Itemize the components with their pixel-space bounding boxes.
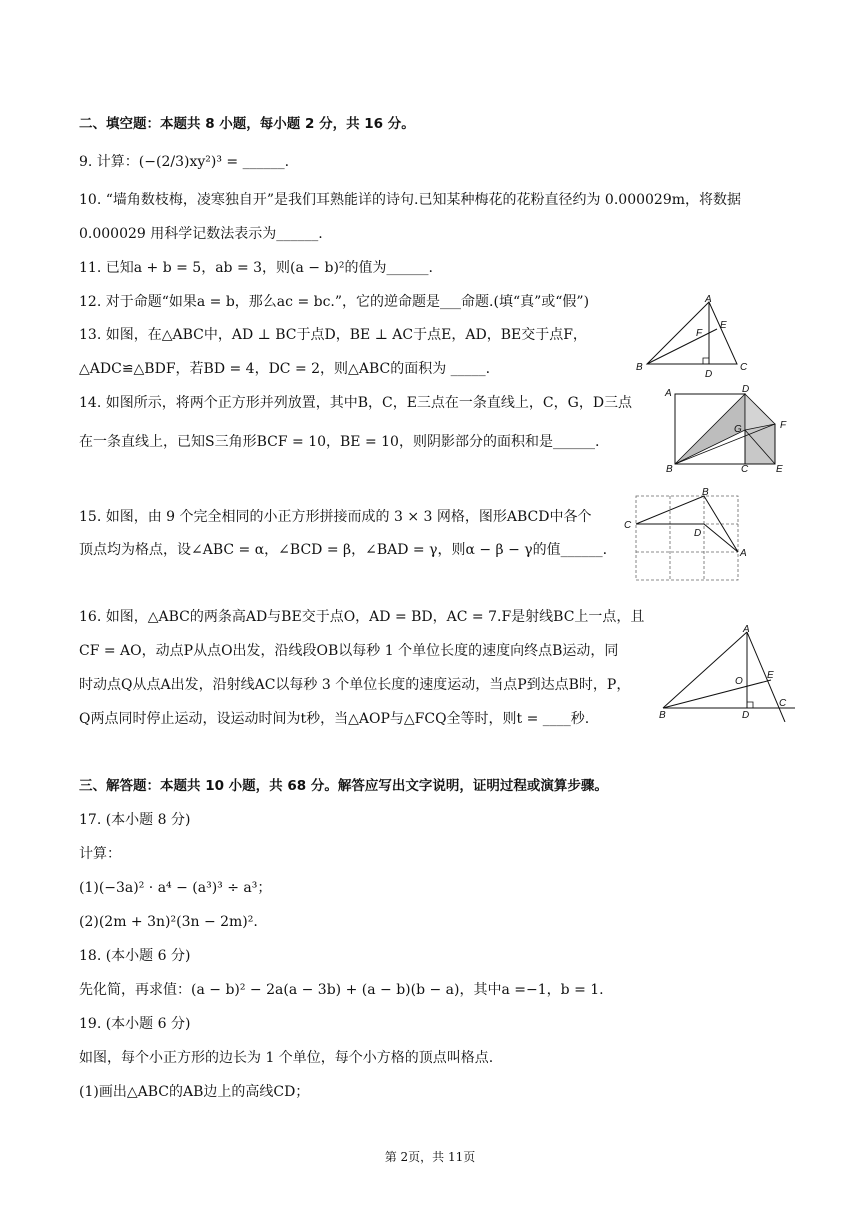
label-e: E bbox=[776, 464, 783, 474]
section-3-heading: 三、解答题：本题共 10 小题，共 68 分。解答应写出文字说明，证明过程或演算步骤。 bbox=[79, 778, 608, 794]
label-f: F bbox=[780, 420, 787, 431]
question-18-body: 先化简，再求值：(a − b)² − 2a(a − 3b) + (a − b)(b − a)，其中a =−1，b = 1. bbox=[79, 982, 604, 998]
question-17-header: 17. (本小题 8 分) bbox=[79, 812, 191, 828]
section-2-heading: 二、填空题：本题共 8 小题，每小题 2 分，共 16 分。 bbox=[79, 116, 415, 132]
question-17-intro: 计算： bbox=[79, 846, 121, 862]
label-c: C bbox=[741, 464, 749, 474]
question-11: 11. 已知a + b = 5，ab = 3，则(a − b)²的值为______. bbox=[79, 260, 433, 276]
question-10-line-2: 0.000029 用科学记数法表示为______. bbox=[79, 226, 323, 242]
label-b: B bbox=[666, 464, 673, 474]
label-c: C bbox=[779, 698, 787, 709]
figure-13-triangle bbox=[632, 292, 752, 378]
label-f: F bbox=[696, 328, 703, 339]
question-10-line-1: 10. “墙角数枝梅，凌寒独自开”是我们耳熟能详的诗句.已知某种梅花的花粉直径约为 0.000029m，将数据 bbox=[79, 192, 742, 208]
label-g: G bbox=[734, 424, 742, 435]
question-16-line-4: Q两点同时停止运动，设运动时间为t秒，当△AOP与△FCQ全等时，则t = ____秒. bbox=[79, 711, 590, 727]
label-d: D bbox=[694, 528, 702, 539]
question-16-line-2: CF = AO，动点P从点O出发，沿线段OB以每秒 1 个单位长度的速度向终点B运动，同 bbox=[79, 643, 619, 659]
question-16-line-3: 时动点Q从点A出发，沿射线AC以每秒 3 个单位长度的速度运动，当点P到达点B时，P， bbox=[79, 677, 631, 693]
question-14-line-2: 在一条直线上，已知S三角形BCF = 10，BE = 10，则阴影部分的面积和是______. bbox=[79, 434, 600, 450]
figure-16-triangle bbox=[655, 622, 805, 722]
question-15-line-1: 15. 如图，由 9 个完全相同的小正方形拼接而成的 3 × 3 网格，图形ABCD中各个 bbox=[79, 509, 592, 525]
label-c: C bbox=[624, 520, 632, 531]
label-o: O bbox=[735, 676, 743, 687]
label-d: D bbox=[742, 384, 750, 395]
question-17-part-1: (1)(−3a)² · a⁴ − (a³)³ ÷ a³； bbox=[79, 880, 272, 896]
page-footer: 第 2页，共 11页 bbox=[384, 1150, 476, 1164]
label-d: D bbox=[705, 369, 713, 378]
question-14-line-1: 14. 如图所示，将两个正方形并列放置，其中B，C，E三点在一条直线上，C，G，D三点 bbox=[79, 395, 633, 411]
question-19-intro: 如图，每个小正方形的边长为 1 个单位，每个小方格的顶点叫格点. bbox=[79, 1050, 494, 1066]
question-13-line-1: 13. 如图，在△ABC中，AD ⊥ BC于点D，BE ⊥ AC于点E，AD，BE交于点F， bbox=[79, 327, 587, 343]
figure-14-squares bbox=[660, 384, 800, 474]
label-e: E bbox=[720, 320, 727, 331]
label-a: A bbox=[740, 548, 747, 559]
label-a: A bbox=[743, 624, 750, 635]
label-b: B bbox=[659, 710, 666, 721]
label-a: A bbox=[665, 388, 672, 399]
question-16-line-1: 16. 如图，△ABC的两条高AD与BE交于点O，AD = BD，AC = 7.F是射线BC上一点，且 bbox=[79, 609, 645, 625]
question-19-header: 19. (本小题 6 分) bbox=[79, 1016, 191, 1032]
label-a: A bbox=[705, 294, 712, 305]
label-d: D bbox=[742, 710, 750, 721]
label-c: C bbox=[740, 362, 748, 373]
label-b: B bbox=[702, 488, 709, 498]
question-12: 12. 对于命题“如果a = b，那么ac = bc.”，它的逆命题是___命题.(填“真”或“假”) bbox=[79, 294, 590, 310]
question-9: 9. 计算：(−(2/3)xy²)³ = ______. bbox=[79, 154, 290, 170]
question-18-header: 18. (本小题 6 分) bbox=[79, 948, 191, 964]
label-b: B bbox=[636, 362, 643, 373]
label-e: E bbox=[767, 670, 774, 681]
question-15-line-2: 顶点均为格点，设∠ABC = α，∠BCD = β，∠BAD = γ，则α − β − γ的值______. bbox=[79, 542, 608, 558]
figure-15-grid bbox=[618, 488, 758, 584]
question-13-line-2: △ADC≌△BDF，若BD = 4，DC = 2，则△ABC的面积为 _____. bbox=[79, 361, 491, 377]
question-17-part-2: (2)(2m + 3n)²(3n − 2m)². bbox=[79, 914, 258, 930]
question-19-part-1: (1)画出△ABC的AB边上的高线CD； bbox=[79, 1084, 310, 1100]
